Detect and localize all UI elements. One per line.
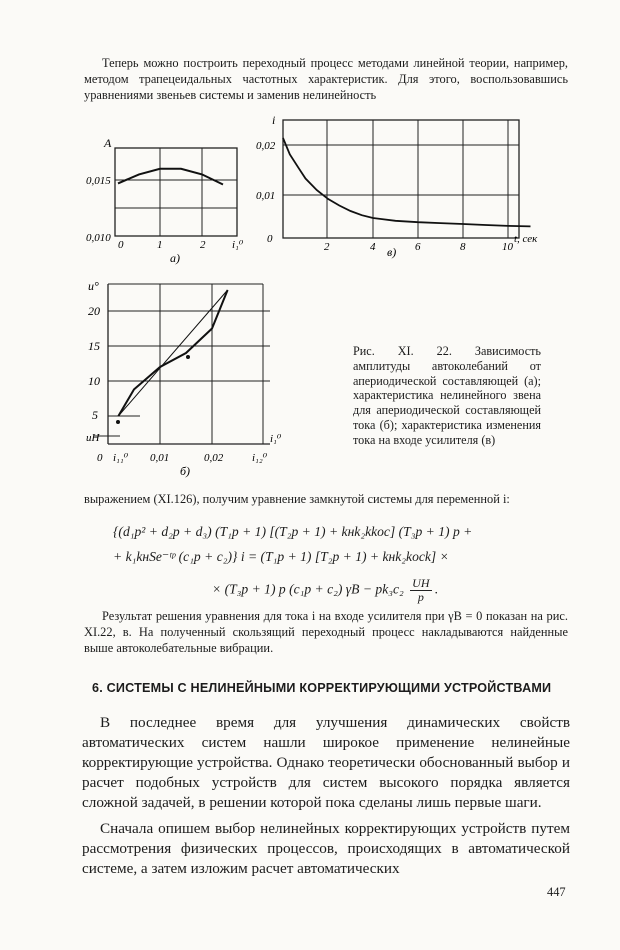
fig-a-ytick-0015: 0,015: [86, 175, 111, 187]
fig-b-xtick-0: 0: [97, 452, 103, 464]
fig-a-xtick-2: 2: [200, 239, 206, 251]
fig-v-ytick-001: 0,01: [256, 190, 276, 202]
fig-v-xtick-2: 2: [324, 241, 330, 253]
fig-v-xlabel: t, сек: [514, 233, 538, 245]
fig-v-xtick-4: 4: [370, 241, 376, 253]
fig-v-sublabel: в): [387, 245, 397, 259]
fig-b-xtick-i12: i₁₂⁰: [252, 452, 268, 464]
body-paragraph-2: Сначала опишем выбор нелинейных корректирующих устройств путем рассмотрения физических процессов, происходящих в автоматической системе, а затем изложим расчет автоматических: [82, 820, 570, 877]
fig-b-start-point: [116, 420, 120, 424]
fig-a-sublabel: а): [170, 251, 180, 265]
after-figure-text: выражением (XI.126), получим уравнение замкнутой системы для переменной i:: [84, 492, 510, 506]
equation-line-1: {(d₁p² + d₂p + d₃) (T₁p + 1) [(T₂p + 1) + kнk₂kkос] (T₃p + 1) p +: [113, 524, 473, 539]
equation-line-2: + k₁kнSe⁻ᵗᵖ (c₁p + c₂)} i = (T₁p + 1) [T₂p + 1) + kнk₂kосk] ×: [113, 549, 449, 564]
intro-paragraph: Теперь можно построить переходный процесс методами линейной теории, например, методом трапецеидальных частотных характеристик. Для этого, воспользовавшись уравнениями звеньев системы и заменив нелинейность: [84, 56, 568, 102]
fig-v-xtick-6: 6: [415, 241, 421, 253]
fig-v-xtick-10: 10: [502, 241, 513, 253]
fig-a-xtick-0: 0: [118, 239, 124, 251]
fig-a-grid: [115, 148, 237, 236]
fraction-numerator: UН: [412, 576, 430, 590]
equation-line-3: × (T₃p + 1) p (c₁p + c₂) γB − pk₃c₂ UН p .: [212, 576, 439, 604]
fig-v-xtick-8: 8: [460, 241, 466, 253]
fig-v-ytick-0: 0: [267, 233, 273, 245]
fig-a-ylabel: A: [104, 136, 112, 150]
fig-a-xtick-1: 1: [157, 239, 163, 251]
fig-b-ytick-15: 15: [88, 339, 100, 353]
fig-b-xtick-002: 0,02: [204, 452, 224, 464]
page-number: 447: [547, 885, 566, 899]
fig-v-ytick-002: 0,02: [256, 140, 276, 152]
fig-b-intersection-point: [186, 355, 190, 359]
fig-b-ytick-20: 20: [88, 304, 100, 318]
fig-b-xlabel: i₁⁰: [270, 433, 282, 445]
fig-a-amplitude-curve: [118, 169, 223, 185]
fig-b-ylabel: u°: [88, 279, 99, 293]
section-heading: 6. СИСТЕМЫ С НЕЛИНЕЙНЫМИ КОРРЕКТИРУЮЩИМИ УСТРОЙСТВАМИ: [92, 681, 552, 695]
result-paragraph: Результат решения уравнения для тока i на входе усилителя при γB = 0 показан на рис. XI.22, в. На полученный скользящий переходный процесс накладываются найденные выше автоколебательные вибрации.: [84, 609, 568, 655]
fig-b-sublabel: б): [180, 464, 191, 478]
fig-b-ytick-10: 10: [88, 374, 100, 388]
fig-b-grid: [94, 284, 270, 444]
figure-b-nonlinear-chart: [80, 278, 300, 478]
figure-caption: Рис. XI. 22. Зависимость амплитуды автоколебаний от апериодической составляющей (а); характеристика нелинейного звена для апериодической составляющей тока (б); характеристика изменения тока на входе усилителя (в): [353, 344, 541, 447]
fig-v-current-curve: [283, 138, 531, 226]
fig-v-ylabel: i: [272, 113, 276, 127]
fig-b-uh-label: uН: [86, 432, 100, 444]
fig-b-xtick-i11: i₁₁⁰: [113, 452, 129, 464]
fig-a-ytick-0010: 0,010: [86, 232, 111, 244]
fraction-denominator: p: [417, 590, 424, 604]
fig-b-xtick-001: 0,01: [150, 452, 170, 464]
equation-line-3-main: × (T₃p + 1) p (c₁p + c₂) γB − pk₃c₂: [212, 581, 404, 597]
body-paragraph-1: В последнее время для улучшения динамических свойств автоматических систем нашли широкое применение нелинейные корректирующие устройства. Однако теоретически обоснованный выбор и расчет подобных устройств для систем высокого порядка является сложной задачей, в решении которой пока сделаны лишь первые шаги.: [82, 714, 570, 811]
fig-b-linear-approximation: [118, 290, 227, 416]
fig-a-xtick-i1: i₁⁰: [232, 239, 244, 251]
fig-b-ytick-5: 5: [92, 408, 98, 422]
figure-a-amplitude-chart: [80, 118, 280, 268]
figure-v-current-chart: [255, 110, 565, 265]
equation-fraction: [410, 577, 431, 604]
